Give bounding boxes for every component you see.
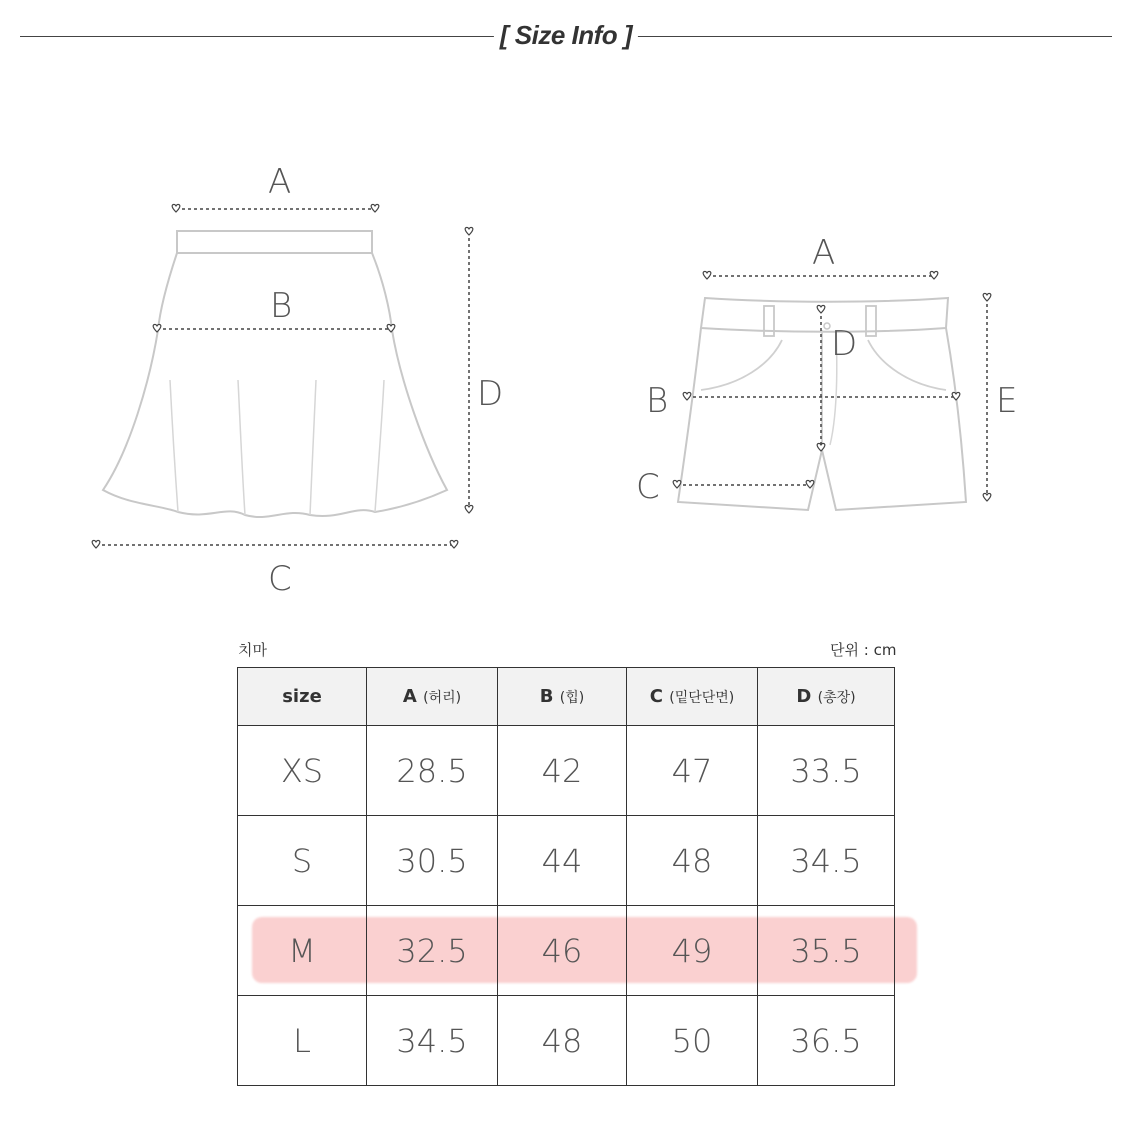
cell-b: 46 — [498, 906, 627, 996]
shorts-diagram — [636, 233, 1017, 510]
cell-b: 44 — [498, 816, 627, 906]
skirt-diagram — [92, 162, 503, 599]
table-header-row — [238, 668, 895, 726]
cell-b: 42 — [498, 726, 627, 816]
cell-c: 47 — [627, 726, 758, 816]
shorts-label-e: E — [996, 381, 1018, 421]
cell-b: 48 — [498, 996, 627, 1086]
cell-size: M — [238, 906, 367, 996]
table-caption: 치마 — [238, 641, 267, 659]
cell-a: 28.5 — [367, 726, 498, 816]
shorts-label-c: C — [636, 467, 660, 507]
shorts-label-d: D — [831, 324, 858, 364]
cell-c: 48 — [627, 816, 758, 906]
page-title: [ Size Info ] — [494, 20, 638, 51]
cell-c: 49 — [627, 906, 758, 996]
skirt-label-c: C — [268, 559, 292, 599]
header-a: A (허리) — [367, 668, 498, 726]
skirt-label-a: A — [268, 162, 292, 202]
table-row — [238, 906, 895, 996]
skirt-label-b: B — [270, 286, 293, 326]
cell-size: XS — [238, 726, 367, 816]
cell-a: 30.5 — [367, 816, 498, 906]
size-table — [237, 667, 895, 1086]
cell-a: 32.5 — [367, 906, 498, 996]
cell-a: 34.5 — [367, 996, 498, 1086]
shorts-label-b: B — [646, 381, 669, 421]
skirt-label-d: D — [477, 374, 504, 414]
header-c: C (밑단단면) — [627, 668, 758, 726]
header-d: D (총장) — [758, 668, 895, 726]
cell-size: S — [238, 816, 367, 906]
cell-c: 50 — [627, 996, 758, 1086]
table-row — [238, 816, 895, 906]
cell-d: 34.5 — [758, 816, 895, 906]
cell-d: 35.5 — [758, 906, 895, 996]
header-b: B (힙) — [498, 668, 627, 726]
table-row — [238, 726, 895, 816]
table-row — [238, 996, 895, 1086]
unit-label: 단위 : cm — [830, 641, 897, 659]
cell-size: L — [238, 996, 367, 1086]
shorts-label-a: A — [812, 233, 836, 273]
header-size: size — [238, 668, 367, 726]
cell-d: 36.5 — [758, 996, 895, 1086]
cell-d: 33.5 — [758, 726, 895, 816]
